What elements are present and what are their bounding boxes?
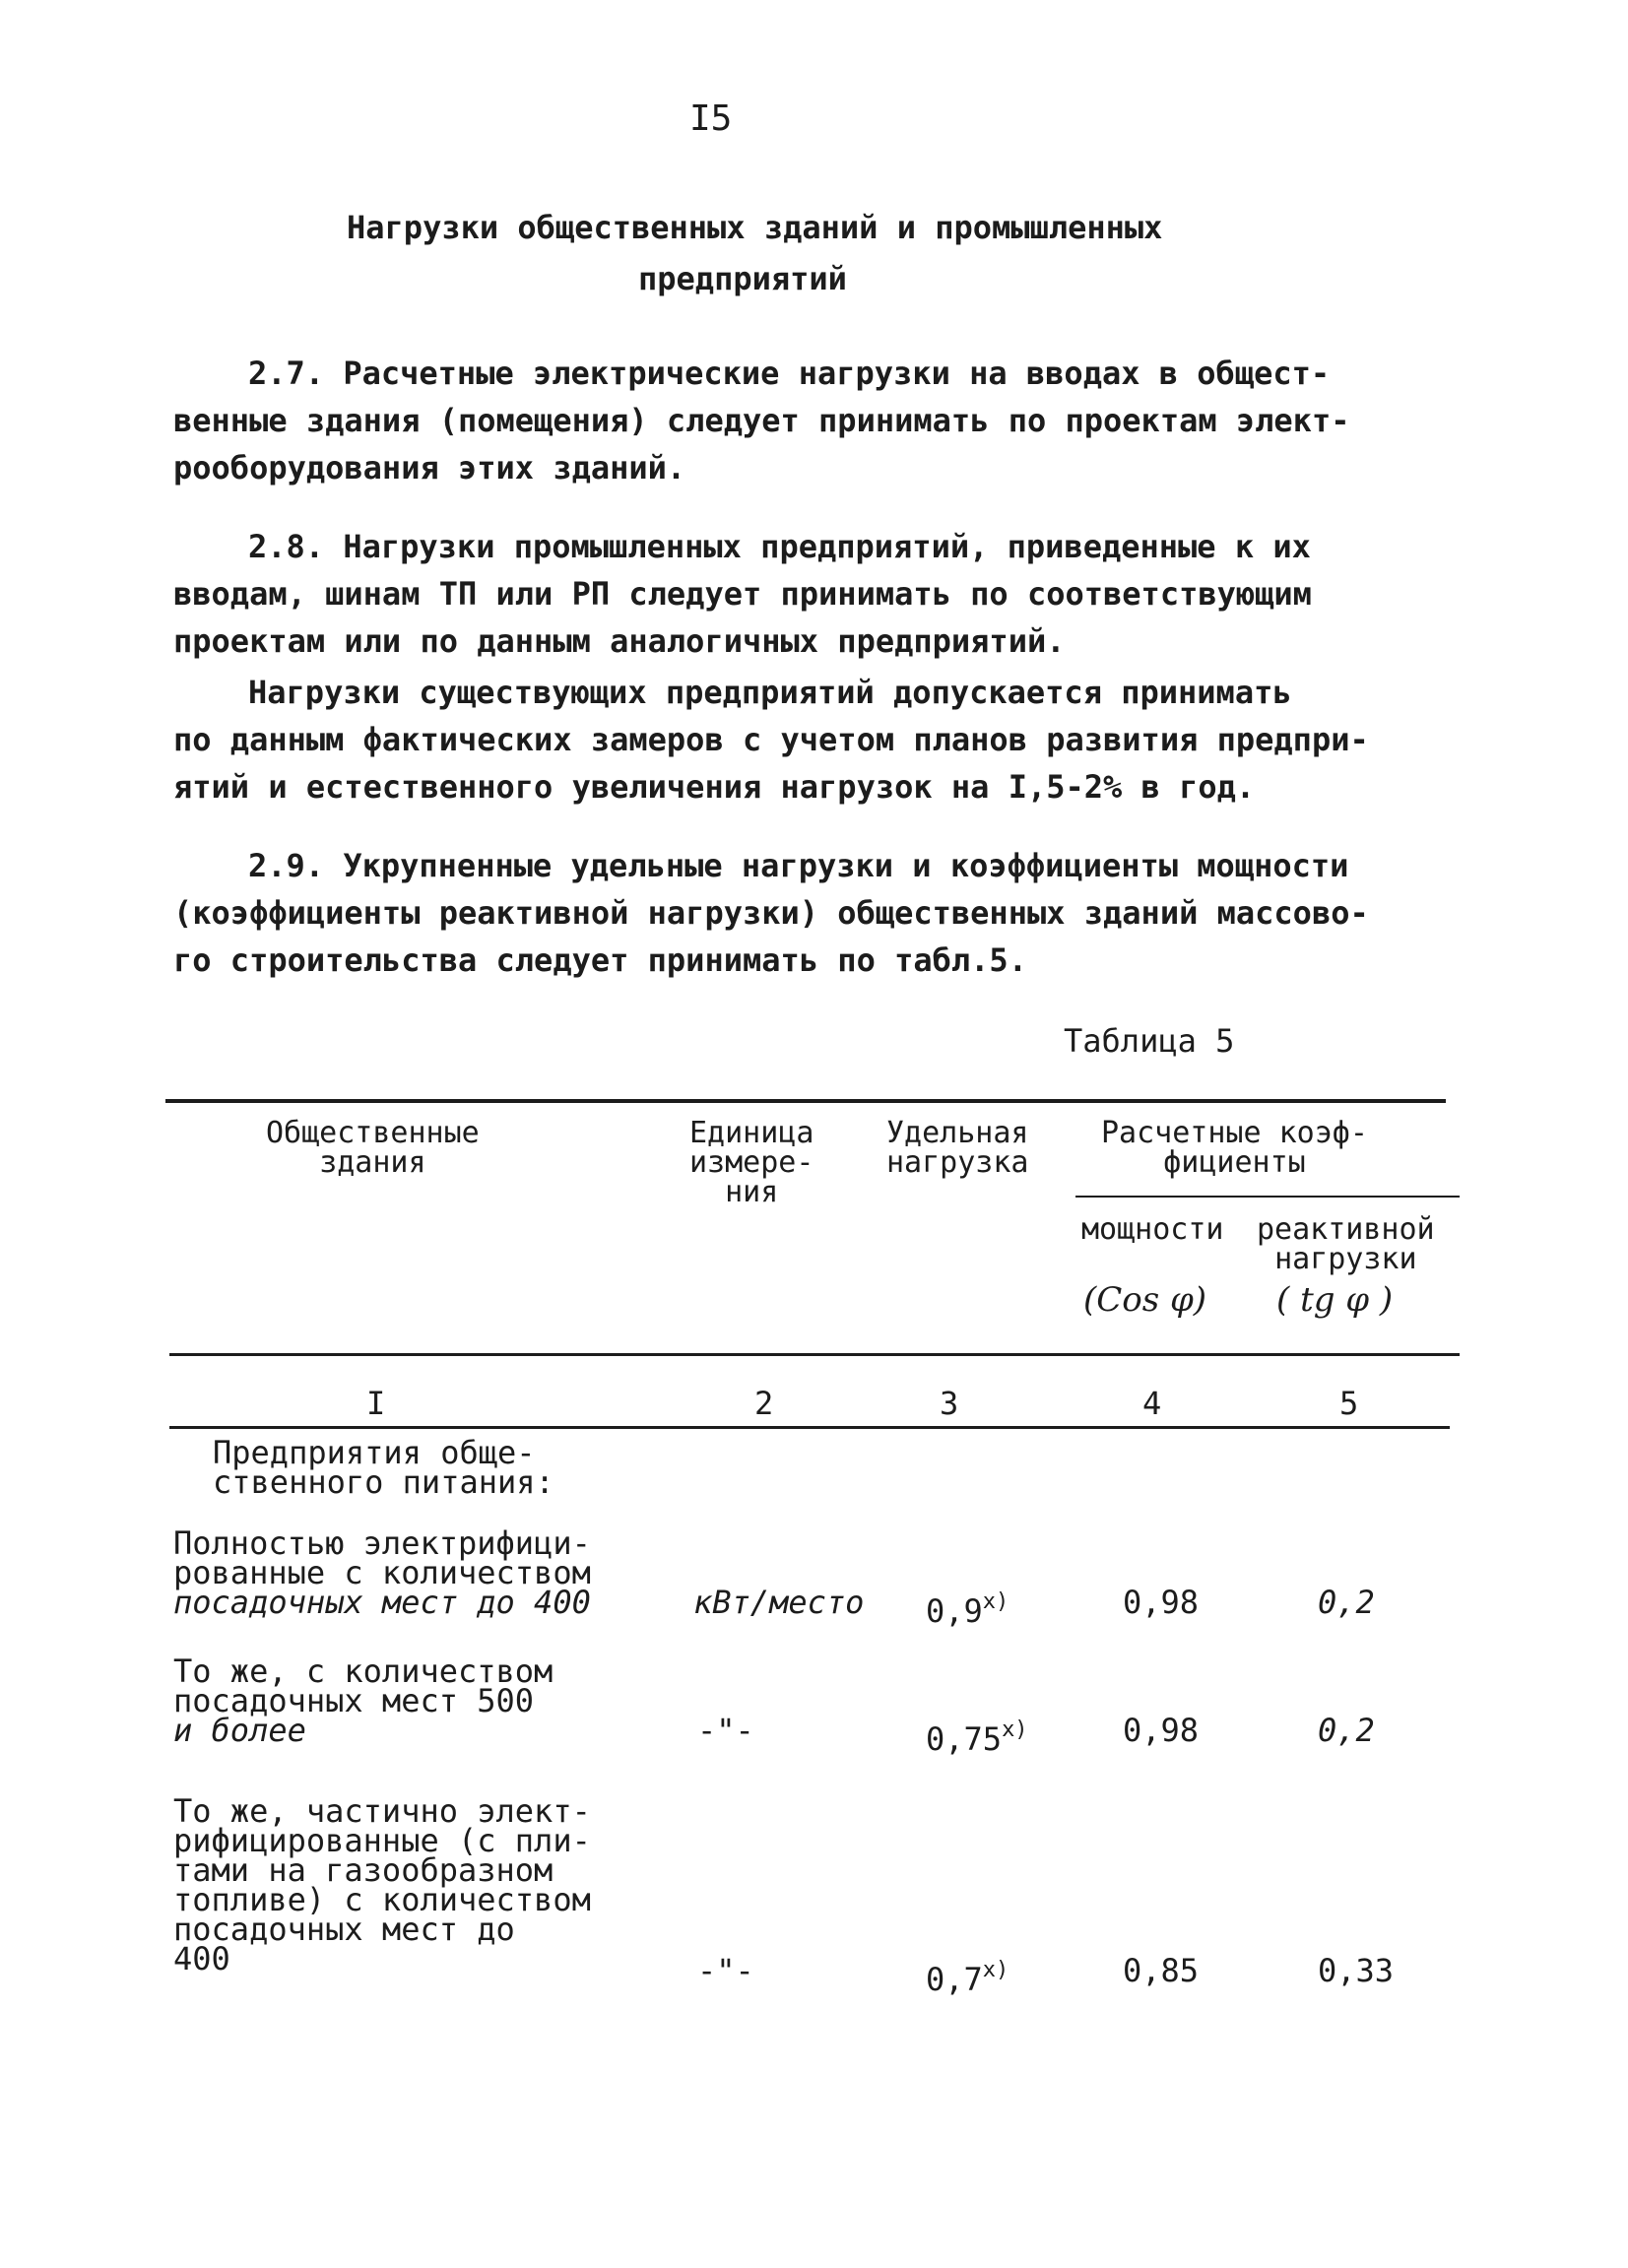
column-number-4: 4 [1142,1385,1162,1422]
paragraph-2-8-line-2: вводам, шинам ТП или РП следует принимать по соответствующим [173,575,1312,613]
table-row-2-name [173,1652,554,1749]
table-row-2-load-footnote: x) [1002,1717,1028,1742]
paragraph-2-8b-line-2: по данным фактических замеров с учетом планов развития предпри- [173,721,1369,758]
table-row-1-name-regular: Полностью электрифици- рованные с количеством [173,1524,591,1591]
table-top-rule [165,1099,1446,1103]
table-row-3-load-footnote: x) [982,1958,1009,1982]
table-row-2-tg: 0,2 [1318,1712,1375,1749]
table-row-3-tg: 0,33 [1318,1952,1395,1989]
header-specific-load: Удельная нагрузка [886,1116,1029,1180]
table-row-3-load [926,1956,1009,1998]
column-number-2: 2 [754,1385,774,1422]
table-column-numbers-rule [169,1426,1450,1429]
table-row-1-tg: 0,2 [1318,1584,1375,1621]
column-number-1: I [366,1385,386,1422]
table-group-rule [1075,1196,1460,1198]
table-row-2-load-value: 0,75 [926,1720,1003,1758]
paragraph-2-9-line-2: (коэффициенты реактивной нагрузки) общественных зданий массово- [173,894,1369,932]
section-title-line-1: Нагрузки общественных зданий и промышленных [347,209,1163,246]
paragraph-2-8b-line-1: Нагрузки существующих предприятий допускается принимать [248,674,1292,711]
paragraph-2-8-line-3: проектам или по данным аналогичных предприятий. [173,622,1066,660]
table-row-3-cos: 0,85 [1123,1952,1200,1989]
paragraph-2-7-line-1: 2.7. Расчетные электрические нагрузки на вводах в общест- [248,355,1331,392]
table-row-1-unit: кВт/место [693,1584,865,1621]
table-row-2-name-regular: То же, с количеством посадочных мест 500 [173,1652,554,1719]
table-row-1-load [926,1588,1009,1630]
table-header-rule [169,1353,1460,1356]
column-number-5: 5 [1339,1385,1359,1422]
table-row-2-load [926,1716,1028,1758]
header-calc-coefficients: Расчетные коэф- фициенты [1101,1116,1368,1180]
table-row-2-cos: 0,98 [1123,1712,1200,1749]
table-caption: Таблица 5 [1064,1022,1235,1060]
table-row-3-load-value: 0,7 [926,1961,983,1998]
table-row-1-name [173,1524,591,1621]
table-row-2-unit: -"- [697,1712,754,1749]
paragraph-2-7-line-2: венные здания (помещения) следует принимать по проектам элект- [173,402,1350,439]
header-unit: Единица измере- ния [689,1116,814,1209]
header-power-factor: мощности [1081,1212,1224,1247]
table-row-3-name: То же, частично элект- рифицированные (с пли- тами на газообразном топливе) с количеством посадочных мест до 400 [173,1792,591,1977]
paragraph-2-8-line-1: 2.8. Нагрузки промышленных предприятий, приведенные к их [248,528,1311,565]
table-row-2-name-italic: и более [173,1712,306,1749]
table-row-3-unit: -"- [697,1952,754,1989]
page-number: I5 [689,98,733,139]
table-section-label: Предприятия обще- ственного питания: [213,1434,554,1501]
paragraph-2-8b-line-3: ятий и естественного увеличения нагрузок на I,5-2% в год. [173,768,1256,806]
table-row-1-load-footnote: x) [982,1589,1009,1614]
table-row-1-name-italic: посадочных мест до 400 [173,1584,591,1621]
header-public-buildings: Общественные здания [266,1116,480,1180]
header-reactive-load: реактивной нагрузки [1257,1212,1435,1276]
paragraph-2-9-line-1: 2.9. Укрупненные удельные нагрузки и коэффициенты мощности [248,847,1349,884]
table-row-1-cos: 0,98 [1123,1584,1200,1621]
paragraph-2-7-line-3: рооборудования этих зданий. [173,449,686,486]
column-number-3: 3 [940,1385,959,1422]
header-cos-phi-symbol: (Cos φ) [1083,1280,1207,1320]
table-row-1-load-value: 0,9 [926,1592,983,1630]
header-tg-phi-symbol: ( tg φ ) [1276,1280,1394,1320]
paragraph-2-9-line-3: го строительства следует принимать по табл.5. [173,941,1027,979]
section-title-line-2: предприятий [638,260,847,297]
